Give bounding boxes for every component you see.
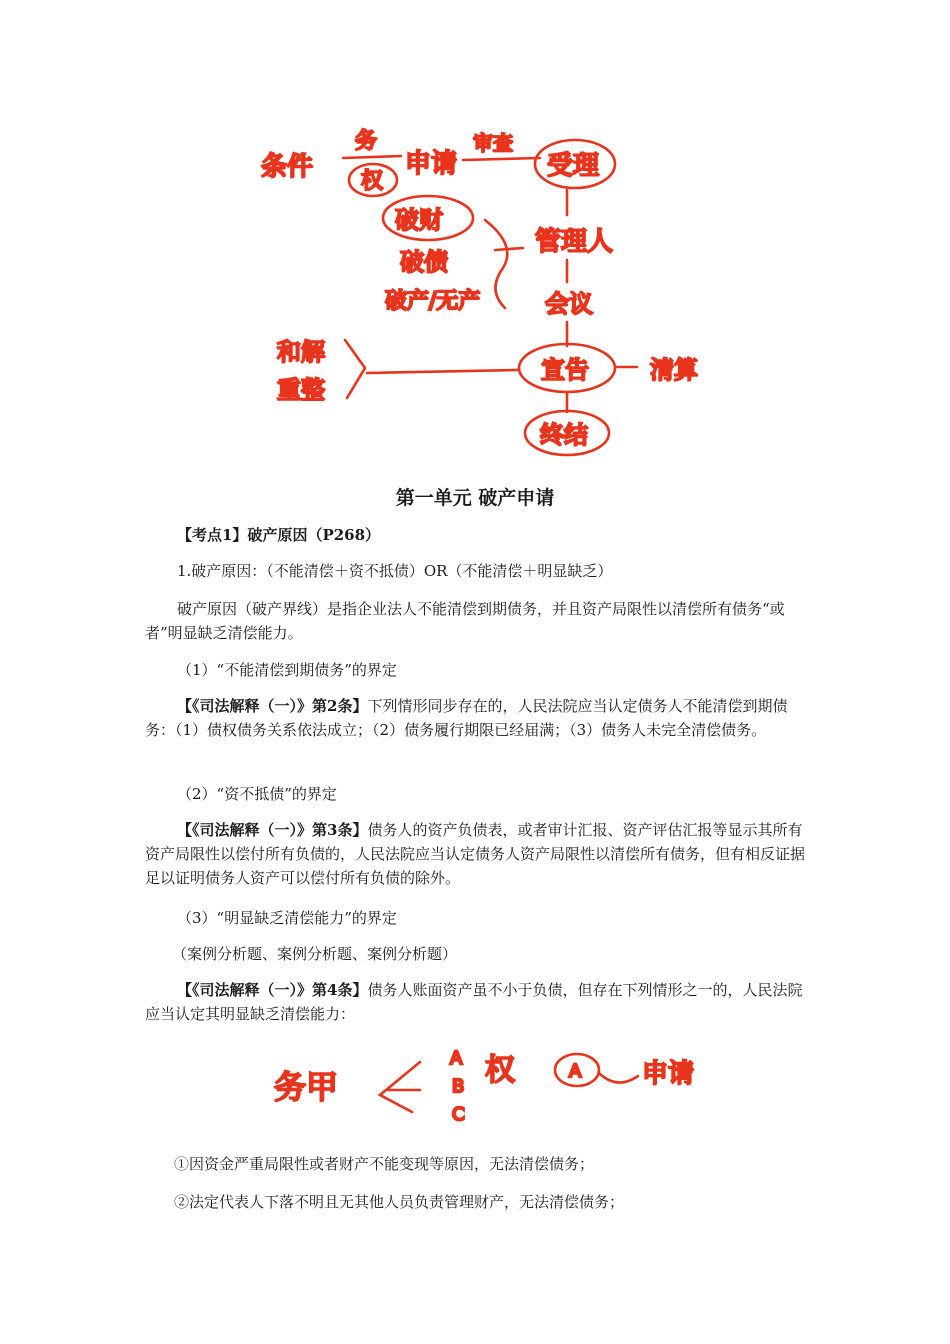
hw-c: C [452, 1104, 465, 1125]
hw-pochan-wuchan: 破产/无产 [385, 289, 481, 314]
hw-pochai: 破财 [395, 206, 443, 234]
paragraph-6 [145, 818, 813, 890]
hw-huiyi: 会议 [545, 290, 593, 318]
paragraph-2: 破产原因（破产界线）是指企业法人不能清偿到期债务，并且资产局限性以清偿所有债务“或者”明显缺乏清偿能力。 [145, 600, 785, 642]
paragraph-9 [145, 978, 813, 1026]
hw-quan: 权 [361, 169, 384, 194]
article-text-2: 下列情形同步存在的，人民法院应当认定债务人不能清偿到期债务：（1）债权债务关系依法成立；（2）债务履行期限已经届满；（3）债务人未完全清偿债务。 [145, 697, 788, 739]
hw-zhongjie: 终结 [540, 421, 588, 449]
hw-xuangao: 宣告 [541, 356, 589, 384]
hw-shenqing2: 申请 [642, 1059, 695, 1089]
hw-pozhai: 破债 [400, 248, 448, 276]
kaodian-heading: 【考点1】破产原因（P268） [177, 526, 381, 544]
paragraph-8: （案例分析题、案例分析题、案例分析题） [172, 945, 458, 963]
paragraph-3: （1）“不能清偿到期债务”的界定 [177, 661, 397, 679]
hw-chongzheng: 重整 [277, 376, 325, 404]
article-ref-3: 【《司法解释（一）》第3条】 [177, 821, 368, 839]
hw-a-circled: A [569, 1061, 582, 1082]
hw-shenqing: 申请 [405, 149, 458, 179]
article-text-4: 债务人账面资产虽不小于负债，但存在下列情形之一的，人民法院应当认定其明显缺乏清偿能力： [145, 981, 803, 1023]
list-item-1: ①因资金严重局限性或者财产不能变现等原因，无法清偿债务； [174, 1155, 595, 1173]
article-text-3: 债务人的资产负债表，或者审计汇报、资产评估汇报等显示其所有资产局限性以偿付所有负债的，人民法院应当认定债务人资产局限性以清偿所有债务，但有相反证据足以证明债务人资产可以偿付所有负债的除外。 [145, 821, 806, 887]
paragraph-1: 1.破产原因：（不能清偿＋资不抵债）OR（不能清偿＋明显缺乏） [177, 562, 613, 580]
hw-tiaojian: 条件 [261, 152, 314, 182]
handwritten-diagram-procedure [255, 120, 725, 465]
handwritten-diagram-applicants [270, 1040, 710, 1135]
article-ref-2: 【《司法解释（一）》第2条】 [177, 697, 368, 715]
hw-qingsuan: 清算 [650, 356, 698, 384]
hw-guanliren: 管理人 [535, 227, 614, 257]
paragraph-4 [145, 694, 813, 742]
hw-shencha: 审查 [473, 131, 513, 155]
hw-quan2: 权 [485, 1053, 515, 1088]
hw-wujia: 务甲 [274, 1068, 339, 1106]
hw-shouli: 受理 [547, 151, 600, 181]
list-item-2: ②法定代表人下落不明且无其他人员负责管理财产，无法清偿债务； [174, 1193, 625, 1211]
paragraph-7: （3）“明显缺乏清偿能力”的界定 [177, 909, 397, 927]
hw-hejie: 和解 [277, 338, 325, 366]
hw-b: B [452, 1076, 465, 1097]
paragraph-5: （2）“资不抵债”的界定 [177, 785, 337, 803]
hw-wu: 务 [355, 129, 378, 154]
section-title: 第一单元 破产申请 [395, 487, 555, 509]
article-ref-4: 【《司法解释（一）》第4条】 [177, 981, 368, 999]
hw-a: A [450, 1048, 463, 1069]
